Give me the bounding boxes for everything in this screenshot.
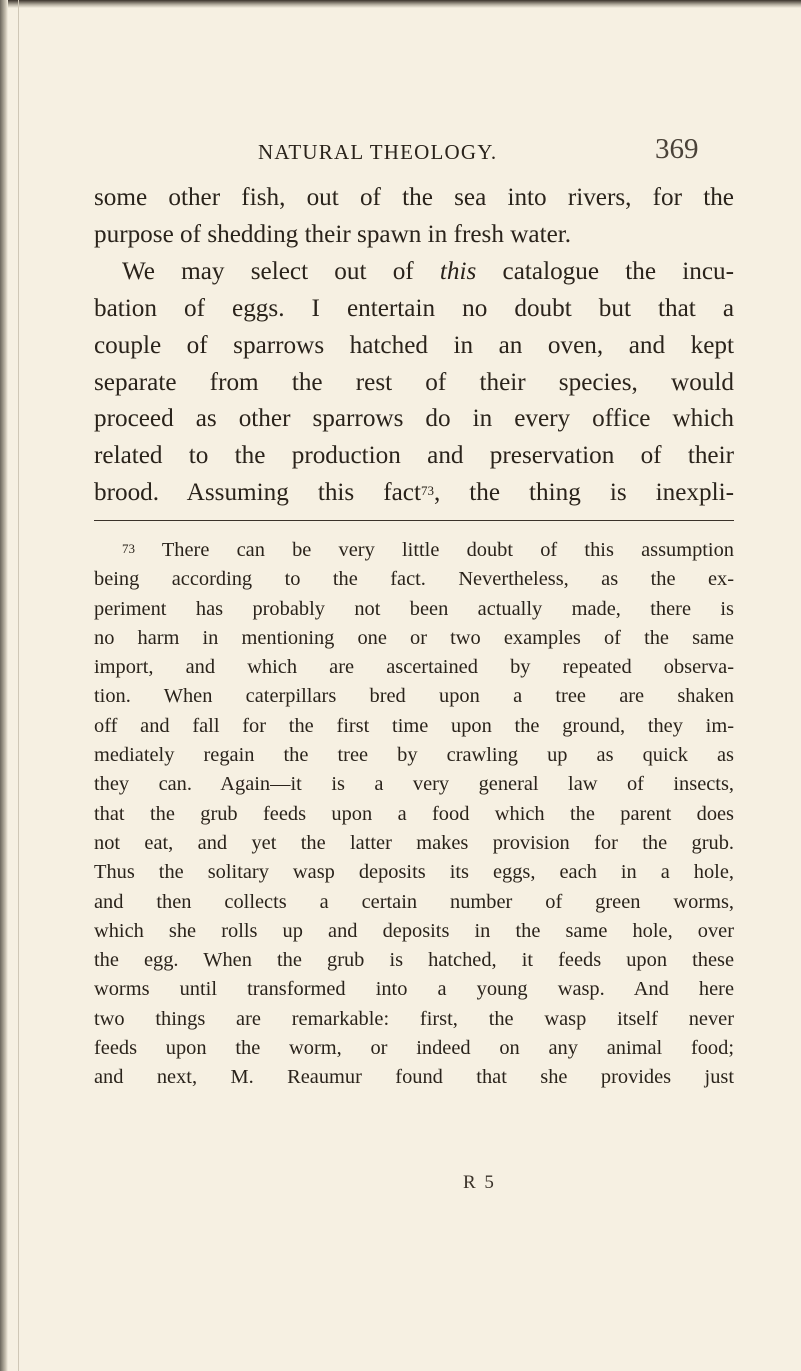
- page-top-shadow: [0, 0, 801, 8]
- footnote: [94, 536, 734, 1093]
- footnote-marker: 73: [122, 541, 135, 556]
- footnote-line: off and fall for the first time upon the ground, they im-: [94, 714, 734, 737]
- footnote-reference: 73: [420, 483, 434, 499]
- text-line: We may select out of this catalogue the incu-: [122, 257, 734, 285]
- text-fragment: There can be very little doubt of this assumption: [161, 539, 734, 561]
- footnote-line: two things are remarkable: first, the wasp itself never: [94, 1007, 734, 1030]
- footnote-line: not eat, and yet the latter makes provision for the grub.: [94, 831, 734, 854]
- text-line: related to the production and preservation of their: [94, 442, 734, 470]
- footnote-line: which she rolls up and deposits in the same hole, over: [94, 919, 734, 942]
- footnote-line: tion. When caterpillars bred upon a tree are shaken: [94, 685, 734, 708]
- page-number: 369: [655, 133, 699, 165]
- page-header: [0, 133, 801, 168]
- signature-mark: R 5: [463, 1172, 496, 1193]
- footnote-line: the egg. When the grub is hatched, it feeds upon these: [94, 949, 734, 972]
- footnote-line: worms until transformed into a young wasp. And here: [94, 978, 734, 1001]
- text-line: some other fish, out of the sea into rivers, for the: [94, 184, 734, 211]
- running-title: NATURAL THEOLOGY.: [258, 140, 498, 164]
- footnote-line: import, and which are ascertained by repeated observa-: [94, 656, 734, 679]
- text-line: bation of eggs. I entertain no doubt but that a: [94, 294, 734, 322]
- footnote-line: they can. Again—it is a very general law of insects,: [94, 773, 734, 796]
- text-line: purpose of shedding their spawn in fresh water.: [94, 220, 572, 248]
- text-line: [94, 475, 734, 512]
- footnote-line: feeds upon the worm, or indeed on any animal food;: [94, 1037, 734, 1060]
- text-fragment: brood. Assuming this fact: [94, 479, 421, 507]
- page-left-edge: [0, 0, 8, 1371]
- footnote-line: mediately regain the tree by crawling up as quick as: [94, 744, 734, 767]
- footnote-line: [94, 536, 734, 565]
- footnote-line: Thus the solitary wasp deposits its eggs, each in a hole,: [94, 861, 734, 884]
- footnote-line: and then collects a certain number of green worms,: [94, 890, 734, 913]
- text-line: proceed as other sparrows do in every office which: [94, 405, 734, 433]
- text-line: couple of sparrows hatched in an oven, and kept: [94, 331, 734, 359]
- main-text: [94, 180, 734, 512]
- footnote-line: periment has probably not been actually made, there is: [94, 597, 734, 620]
- footnote-divider: [94, 520, 734, 521]
- text-fragment: , the thing is inexpli-: [433, 479, 734, 507]
- footnote-line: and next, M. Reaumur found that she provides just: [94, 1066, 734, 1089]
- emphasis-this: this: [439, 257, 477, 285]
- footnote-line: that the grub feeds upon a food which the parent does: [94, 802, 734, 825]
- footnote-line: being according to the fact. Nevertheless, as the ex-: [94, 568, 734, 591]
- binding-line: [18, 0, 19, 1371]
- text-line: separate from the rest of their species, would: [94, 368, 734, 396]
- footnote-line: no harm in mentioning one or two examples of the same: [94, 626, 734, 649]
